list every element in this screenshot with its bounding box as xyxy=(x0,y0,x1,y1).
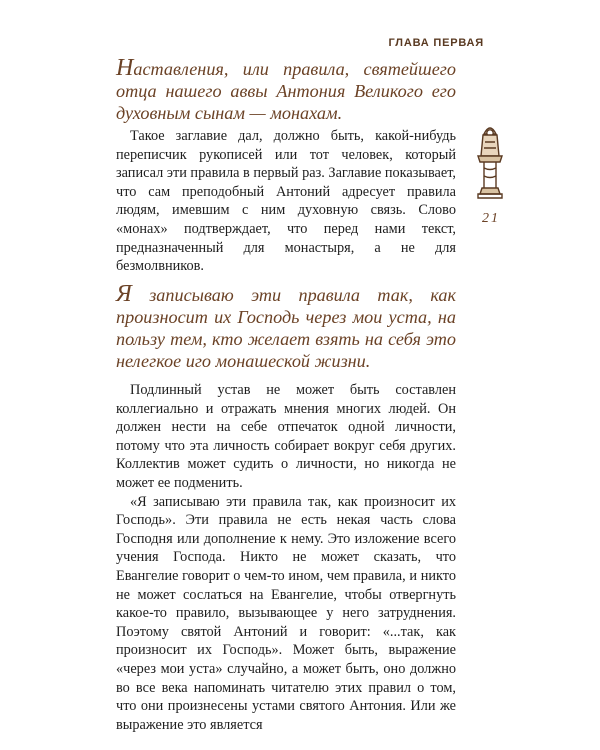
paragraph-text: Подлинный устав не может быть составлен коллегиально и отражать мнения многих людей. Он должен нести на себе отпечаток одной личности, потому что эта личность собирает вокруг себя других. Коллектив может судить о личности, но никогда не может ее подменить. xyxy=(116,382,456,491)
monk-on-pillar-icon xyxy=(470,118,510,213)
paragraph xyxy=(116,127,456,276)
running-head: ГЛАВА ПЕРВАЯ xyxy=(388,37,484,49)
paragraph-text: «Я записываю эти правила так, как произносит их Господь». Эти правила не есть некая часть слова Господня или дополнение к нему. Это изложение всего учения Господа. Никто не может сказать, что Евангелие говорит о чем-то ином, чем правила, и никто не может сослаться на Евангелие, чтобы отвергнуть какое-то правило, вызывающее у него затруднения. Поэтому святой Антоний и говорит: «...так, как произносит их Господь». Может быть, выражение «через мои уста» случайно, а может быть, оно должно во все века напоминать читателю этих правил о том, что они произнесены устами святого Антония. Или же выражение это является xyxy=(116,493,456,733)
drop-initial: Я xyxy=(116,281,132,307)
body-paragraphs xyxy=(116,381,456,734)
drop-initial: Н xyxy=(116,55,134,81)
quote-text: аставления, или правила, святейшего отца нашего аввы Антония Великого его духовным сынам — монахам. xyxy=(116,59,456,123)
epigraph-quote xyxy=(116,283,456,372)
quote-text: записываю эти правила так, как произносит их Господь через мои уста, на пользу тем, кто желает взять на себя это нелегкое иго монашеской жизни. xyxy=(116,285,456,371)
page-number: 21 xyxy=(482,211,500,226)
section-heading-quote xyxy=(116,57,456,124)
paragraph-text: Такое заглавие дал, должно быть, какой-нибудь переписчик рукописей или тот человек, который записал эти правила в первый раз. Заглавие показывает, что сам преподобный Антоний адресует правила людям, имевшим с ним духовную связь. Слово «монах» подтверждает, что перед нами текст, предназначенный для монастыря, а не для безмолвников. xyxy=(116,128,456,275)
